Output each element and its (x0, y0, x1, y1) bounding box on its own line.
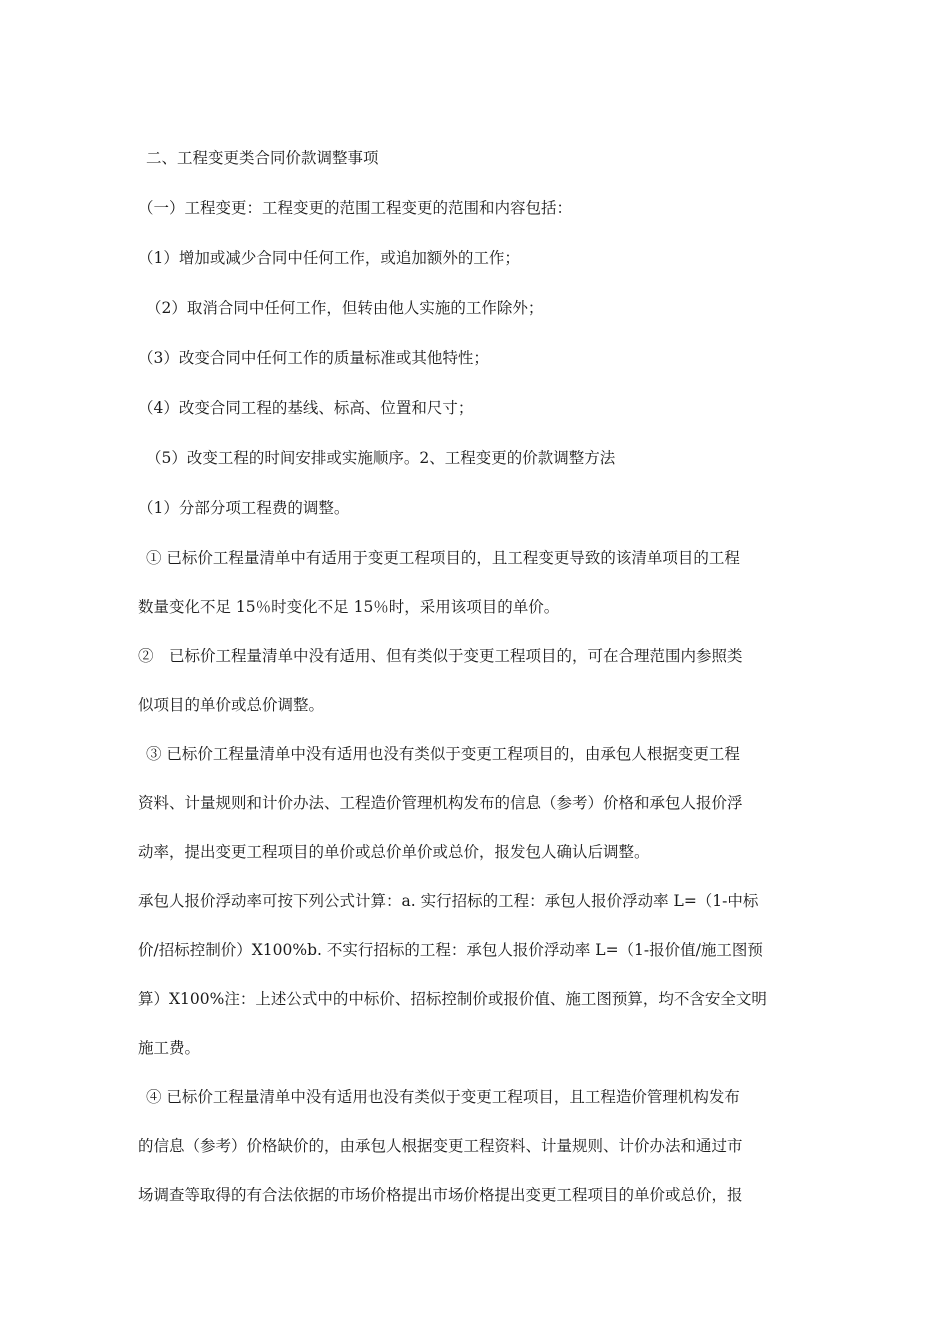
list-item-text: （2）取消合同中任何工作，但转由他人实施的工作除外； (146, 299, 544, 317)
paragraph-text: （一）工程变更：工程变更的范围工程变更的范围和内容包括： (138, 199, 573, 217)
list-item-3 (138, 334, 818, 383)
list-item-4 (138, 384, 818, 433)
item-line: 的信息（参考）价格缺价的，由承包人根据变更工程资料、计量规则、计价办法和通过市 (138, 1137, 743, 1155)
paragraph-engineering-change (138, 184, 818, 233)
list-item-text: （5）改变工程的时间安排或实施顺序。2、工程变更的价款调整方法 (146, 449, 616, 467)
item-circle-3 (138, 730, 818, 877)
list-item-text: （4）改变合同工程的基线、标高、位置和尺寸； (138, 399, 474, 417)
formula-line: 算）X100%注：上述公式中的中标价、招标控制价或报价值、施工图预算，均不含安全文明 (138, 990, 767, 1008)
item-circle-2 (138, 632, 818, 730)
formula-line: 施工费。 (138, 1039, 201, 1057)
item-circle-4 (138, 1073, 818, 1220)
item-line: 资料、计量规则和计价办法、工程造价管理机构发布的信息（参考）价格和承包人报价浮 (138, 794, 743, 812)
item-line: 场调查等取得的有合法依据的市场价格提出市场价格提出变更工程项目的单价或总价，报 (138, 1186, 743, 1204)
item-line: ③ 已标价工程量清单中没有适用也没有类似于变更工程项目的，由承包人根据变更工程 (146, 745, 740, 763)
formula-line: 承包人报价浮动率可按下列公式计算：a. 实行招标的工程：承包人报价浮动率 L=（1-中标 (138, 892, 759, 910)
subsection-heading (138, 484, 818, 533)
item-line: ① 已标价工程量清单中有适用于变更工程项目的，且工程变更导致的该清单项目的工程 (146, 549, 740, 567)
subsection-heading-text: （1）分部分项工程费的调整。 (138, 499, 350, 517)
section-title (146, 134, 826, 183)
formula-paragraph (138, 877, 818, 1073)
item-line: 似项目的单价或总价调整。 (138, 696, 325, 714)
section-title-text: 二、工程变更类合同价款调整事项 (146, 149, 379, 167)
item-line: 动率，提出变更工程项目的单价或总价单价或总价，报发包人确认后调整。 (138, 843, 650, 861)
item-line: ② 已标价工程量清单中没有适用、但有类似于变更工程项目的，可在合理范围内参照类 (138, 647, 743, 665)
item-line: 数量变化不足 15％时变化不足 15％时，采用该项目的单价。 (138, 598, 560, 616)
list-item-2 (146, 284, 826, 333)
item-circle-1 (138, 534, 818, 632)
list-item-5 (146, 434, 826, 483)
list-item-text: （1）增加或减少合同中任何工作，或追加额外的工作； (138, 249, 520, 267)
list-item-1 (138, 234, 818, 283)
list-item-text: （3）改变合同中任何工作的质量标准或其他特性； (138, 349, 489, 367)
item-line: ④ 已标价工程量清单中没有适用也没有类似于变更工程项目，且工程造价管理机构发布 (146, 1088, 740, 1106)
formula-line: 价/招标控制价）X100%b. 不实行招标的工程：承包人报价浮动率 L=（1-报价值/施工图预 (138, 941, 763, 959)
